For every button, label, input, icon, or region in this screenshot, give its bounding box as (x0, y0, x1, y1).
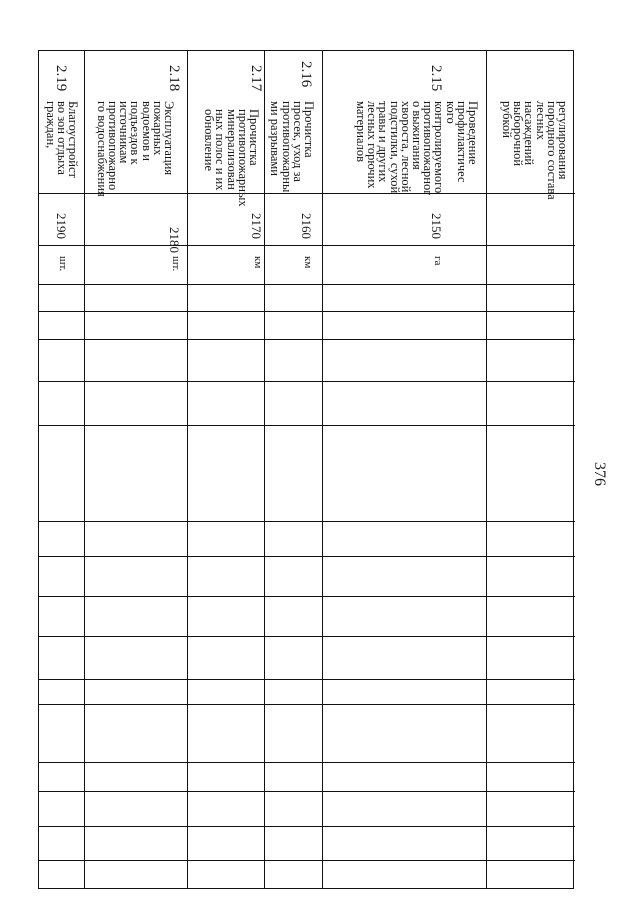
column-divider (39, 245, 575, 246)
row-code: 2170 (249, 213, 264, 239)
column-divider (39, 425, 575, 426)
row-unit: шт. (170, 256, 182, 272)
column-divider (39, 596, 575, 597)
column-divider (39, 311, 575, 312)
row-code: 2160 (299, 213, 314, 239)
row-unit: шт. (57, 256, 69, 272)
row-number: 2.18 (166, 65, 182, 92)
column-divider (39, 339, 575, 340)
column-divider (39, 704, 575, 705)
row-code: 2150 (429, 213, 444, 239)
row-name: регулирования породного состава лесных насаждений выборочной рубкой (500, 101, 570, 200)
row-unit: га (432, 256, 444, 266)
column-divider (39, 521, 575, 522)
row-number: 2.16 (298, 61, 314, 88)
row-name: Благоустройст во зон отдыха граждан, (43, 101, 80, 179)
column-divider (39, 284, 575, 285)
column-divider (39, 826, 575, 827)
row-name: Проведение профилактичес кого контролируемого противопожарног о выжигания хвороста, лесной подстилки, сухой травы и других лесных горючих материалов (354, 101, 480, 196)
row-name: Прочистка просек, уход за противопожарны ми разрывами (268, 101, 316, 193)
row-number: 2.15 (428, 65, 444, 92)
page-number: 376 (591, 462, 608, 486)
row-name: Прочистка противопожарных минерализован ных полос и их обновление (202, 109, 261, 207)
row-unit: км (302, 256, 314, 269)
column-divider (39, 860, 575, 861)
row-number: 2.19 (53, 65, 69, 92)
column-divider (39, 679, 575, 680)
rotated-data-table (38, 50, 574, 889)
column-divider (39, 791, 575, 792)
row-name: Эксплуатация пожарных водоемов и подъездов к источникам противопожарно го водоснабжения (94, 101, 176, 197)
column-divider (39, 381, 575, 382)
column-divider (39, 762, 575, 763)
column-divider (39, 636, 575, 637)
row-number: 2.17 (248, 65, 264, 92)
row-code: 2190 (54, 213, 69, 239)
row-code: 2180 (167, 227, 182, 253)
column-divider (39, 556, 575, 557)
row-unit: км (252, 256, 264, 269)
